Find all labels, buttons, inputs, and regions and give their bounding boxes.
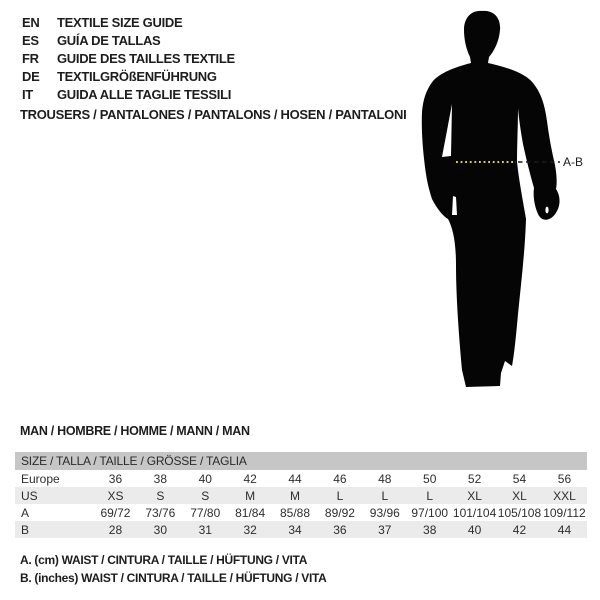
cell-value: 81/84 [235,505,266,520]
table-row [15,504,587,521]
cell-value: XL [512,488,527,503]
cell-value: 85/88 [280,505,311,520]
cell-value: 36 [108,471,123,486]
hand-highlight [545,207,548,214]
row-label: B [21,522,30,537]
language-code: DE [22,68,40,84]
cell-value: 38 [423,522,437,537]
language-code: EN [22,14,40,30]
cell-value: 40 [467,522,482,537]
table-row [15,521,587,538]
size-table-body [15,470,587,538]
language-code: FR [22,50,39,66]
size-table-header-row [15,452,587,470]
man-silhouette [422,11,560,387]
row-label: A [21,505,30,520]
cell-value: 37 [378,522,392,537]
cell-value: XXL [553,488,576,503]
size-table [15,452,587,538]
footnote-a: A. (cm) WAIST / CINTURA / TAILLE / HÜFTUNG / VITA [20,553,308,567]
row-label: US [21,488,38,503]
size-table-header: SIZE / TALLA / TAILLE / GRÖSSE / TAGLIA [15,452,587,470]
cell-value: 30 [153,522,168,537]
cell-value: 101/104 [452,505,497,520]
cell-value: 32 [243,522,257,537]
language-row [22,85,235,103]
cell-value: 50 [423,471,437,486]
cell-value: L [381,488,389,503]
cell-value: S [201,488,210,503]
cell-value: S [156,488,165,503]
cell-value: 56 [557,471,572,486]
cell-value: L [426,488,434,503]
language-label: GUIDA ALLE TAGLIE TESSILI [57,86,232,102]
cell-value: 73/76 [145,505,176,520]
cell-value: M [290,488,301,503]
cell-value: L [336,488,344,503]
language-label: TEXTILE SIZE GUIDE [57,14,183,30]
language-row [22,31,235,49]
cell-value: 77/80 [190,505,221,520]
language-label: GUÍA DE TALLAS [57,32,161,48]
language-row [22,13,235,31]
cell-value: 31 [198,522,212,537]
cell-value: 52 [467,471,482,486]
cell-value: 38 [153,471,168,486]
cell-value: 28 [108,522,123,537]
cell-value: XL [467,488,482,503]
cell-value: 42 [512,522,527,537]
language-list [22,13,235,103]
cell-value: 44 [288,471,302,486]
section-title: MAN / HOMBRE / HOMME / MANN / MAN [20,424,250,438]
cell-value: 54 [512,471,527,486]
man-silhouette-svg [400,0,600,400]
cell-value: 40 [198,471,212,486]
cell-value: 89/92 [324,505,355,520]
cell-value: 36 [333,522,347,537]
cell-value: 44 [557,522,572,537]
cell-value: XS [107,488,124,503]
cell-value: 97/100 [411,505,449,520]
table-row [15,470,587,487]
product-title: TROUSERS / PANTALONES / PANTALONS / HOSEN / PANTALONI [20,107,407,122]
cell-value: 42 [243,471,257,486]
cell-value: 93/96 [369,505,400,520]
footnote-b: B. (inches) WAIST / CINTURA / TAILLE / HÜFTUNG / VITA [20,570,327,585]
row-label: Europe [21,471,60,486]
language-code: IT [22,86,33,102]
footnotes [20,552,327,587]
cell-value: 46 [333,471,347,486]
language-code: ES [22,32,39,48]
size-figure [400,0,600,400]
language-label: TEXTILGRÖßENFÜHRUNG [57,68,217,84]
cell-value: 69/72 [100,505,131,520]
cell-value: 34 [288,522,302,537]
cell-value: 109/112 [543,505,586,520]
table-row [15,487,587,504]
language-label: GUIDE DES TAILLES TEXTILE [57,50,235,66]
size-table-wrap [15,452,587,538]
cell-value: 48 [378,471,392,486]
language-row [22,67,235,85]
measure-label: A-B [563,155,584,169]
cell-value: 105/108 [497,505,542,520]
language-row [22,49,235,67]
cell-value: M [245,488,256,503]
